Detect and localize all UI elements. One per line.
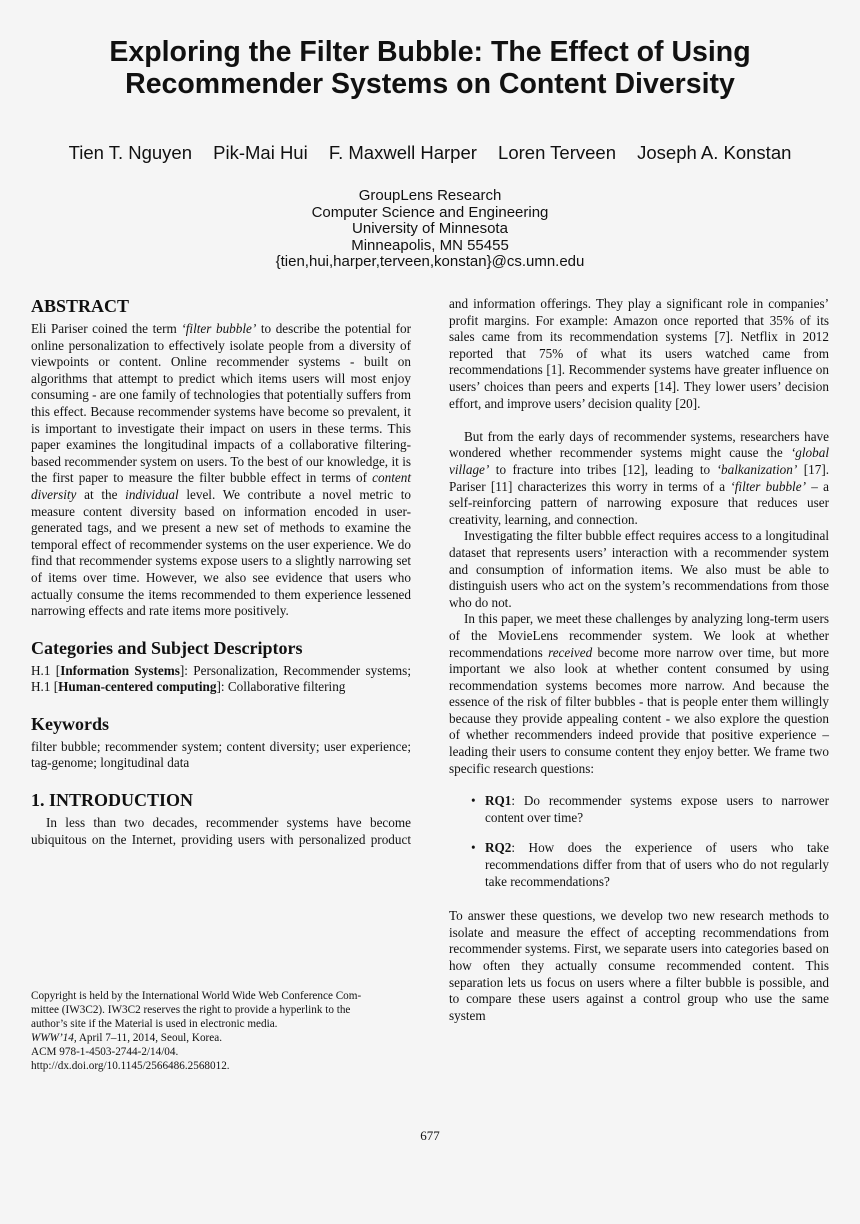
author-list (30, 142, 830, 164)
introduction-paragraph: To answer these questions, we develop two new research methods to isolate and measure the effect of accepting recommendations from recommender systems. First, we separate users into categories based on how often they actually consume recommended content. This separation lets us focus on users where a filter bubble is possible, and to compare these users against a control group who use the same system (449, 908, 829, 1023)
intro-text-part: [17]. Pariser [11] characterizes this worry in terms of a (449, 461, 830, 494)
categories-section (31, 638, 411, 696)
abstract-text-part: at the (84, 486, 118, 502)
copyright-line: author’s site if the Material is used in electronic media. (31, 1018, 278, 1030)
rq-label: RQ1 (485, 793, 512, 809)
copyright-venue-line (31, 1031, 416, 1045)
categories-text-part: ]: Personalization, Recommender systems; H.1 [ (31, 662, 411, 695)
title-line-2: Recommender Systems on Content Diversity (125, 68, 735, 100)
intro-text-part: But from the early days of recommender systems, researchers have wondered whether recommender systems might cause the (449, 428, 829, 461)
introduction-paragraph-continued (449, 296, 829, 429)
page-number: 677 (420, 1128, 440, 1143)
abstract-text-part: level. We contribute a novel metric to measure content diversity based on information encoded in user-generated tags, and we present a new set of methods to examine the temporal effect of recommender systems on the user experience. We do find that recommender systems expose users to a slightly narrowing set of items over time. However, we also see evidence that users who actually consume the items recommended to them experience lessened narrowing effects and rate items more positively. (31, 486, 412, 619)
category-name: Information Systems (60, 662, 180, 678)
intro-text-part: to fracture into tribes [12], leading to (495, 461, 711, 477)
keywords-heading: Keywords (31, 713, 109, 734)
rq-text: : Do recommender systems expose users to narrower content over time? (485, 793, 829, 825)
intro-term: received (548, 644, 593, 660)
title-line-1: Exploring the Filter Bubble: The Effect of Using (109, 36, 751, 68)
abstract-text (31, 321, 411, 620)
copyright-line: mittee (IW3C2). IW3C2 reserves the right to provide a hyperlink to the (31, 1004, 351, 1016)
author: Tien T. Nguyen (68, 142, 192, 163)
category-name: Human-centered computing (58, 679, 217, 695)
introduction-paragraph: Investigating the filter bubble effect requires access to a longitudinal dataset that represents users’ interaction with a recommender system and consumption of information items. We also must be able to distinguish users who act on the system’s recommendations from those who do not. (449, 528, 829, 610)
affiliation-lab: GroupLens Research (358, 187, 502, 204)
keywords-section (31, 714, 411, 772)
abstract-text-part: Eli Pariser coined the term (31, 321, 177, 336)
rq-text: : How does the experience of users who take recommendations differ from that of users who do not regularly take recommendations? (485, 840, 829, 889)
intro-term: ‘global village’ (449, 445, 829, 477)
introduction-paragraph (449, 429, 829, 529)
left-column (31, 296, 411, 848)
introduction-heading: 1. INTRODUCTION (31, 790, 194, 811)
introduction-paragraph (449, 611, 829, 777)
introduction-continued-wrap (449, 296, 829, 412)
author: F. Maxwell Harper (328, 142, 477, 163)
affiliation-dept: Computer Science and Engineering (311, 203, 549, 221)
intro-text-part: In this paper, we meet these challenges by analyzing long-term users of the MovieLens recommender system. We look at whether recommendations (449, 611, 829, 660)
categories-text-part: H.1 [ (31, 662, 61, 678)
venue-details: April 7–11, 2014, Seoul, Korea. (76, 1032, 222, 1044)
copyright-notice (31, 989, 416, 1073)
introduction-section (31, 790, 411, 848)
venue-name: WWW’14, (31, 1032, 77, 1044)
rq-label: RQ2 (485, 840, 512, 856)
abstract-section (31, 296, 411, 620)
categories-heading: Categories and Subject Descriptors (31, 637, 303, 658)
affiliation-city: Minneapolis, MN 55455 (351, 236, 509, 254)
abstract-term: ‘filter bubble’ (181, 321, 257, 336)
intro-text-part: – a self-reinforcing pattern of narrowing exposure that reduces user creativity, learning, and connection. (449, 478, 829, 527)
introduction-continued-text: and information offerings. They play a significant role in companies’ profit margins. For example: Amazon once reported that 35% of its sales came from its recommendation systems [7]. Netflix in 2012 reported that 75% of what its users watched came from recommendations [1]. Recommender systems have greater influence on users’ choices than peers and experts [14]. They lower users’ decision effort, and improve users’ decision quality [20]. (449, 296, 829, 411)
author: Joseph A. Konstan (637, 142, 792, 163)
research-questions (449, 793, 829, 890)
affiliation-univ: University of Minnesota (352, 220, 508, 238)
paper-title (60, 36, 800, 100)
right-column (449, 296, 829, 1024)
research-question (449, 840, 829, 890)
affiliation-email: {tien,hui,harper,terveen,konstan}@cs.umn.edu (275, 253, 585, 271)
copyright-line: Copyright is held by the International World Wide Web Conference Com- (31, 990, 362, 1002)
intro-term: ‘balkanization’ (716, 461, 798, 477)
author: Loren Terveen (498, 142, 616, 163)
author: Pik-Mai Hui (213, 142, 308, 163)
research-question (449, 793, 829, 826)
keywords-text: filter bubble; recommender system; content diversity; user experience; tag-genome; longitudinal data (31, 738, 411, 771)
acm-isbn: ACM 978-1-4503-2744-2/14/04. (31, 1046, 179, 1058)
introduction-paragraph: In less than two decades, recommender systems have become ubiquitous on the Internet, providing users with personalized product (31, 815, 411, 847)
intro-text-part: become more narrow over time, but more important we also look at whether content consumed by using recommendation systems becomes more narrow. And because the essence of the risk of filter bubbles - that is people enter them willingly because they provide appealing content - we also explore the question of whether recommenders indeed provide that positive experience – leading their users to consume content they enjoy better. We frame two specific research questions: (449, 644, 829, 776)
abstract-heading: ABSTRACT (31, 296, 130, 316)
categories-text-part: ]: Collaborative filtering (216, 679, 346, 695)
intro-term: ‘filter bubble’ (730, 478, 806, 494)
abstract-text-part: to describe the potential for online personalization to effectively isolate people from a diversity of viewpoints or content. Online recommender systems - built on algorithms that attempt to predict which items users will most enjoy consuming - are one family of technologies that potentially suffers from this effect. Because recommender systems have become so prevalent, it is important to investigate their impact on users in these terms. This paper examines the longitudinal impacts of a collaborative filtering-based recommender system on users. To the best of our knowledge, it is the first paper to measure the filter bubble effect in terms of (31, 321, 412, 486)
affiliation-block (130, 188, 730, 271)
abstract-term: individual (125, 486, 179, 502)
doi-link[interactable]: http://dx.doi.org/10.1145/2566486.2568012. (31, 1060, 230, 1072)
categories-text (31, 663, 411, 696)
abstract-term: content diversity (31, 470, 411, 502)
